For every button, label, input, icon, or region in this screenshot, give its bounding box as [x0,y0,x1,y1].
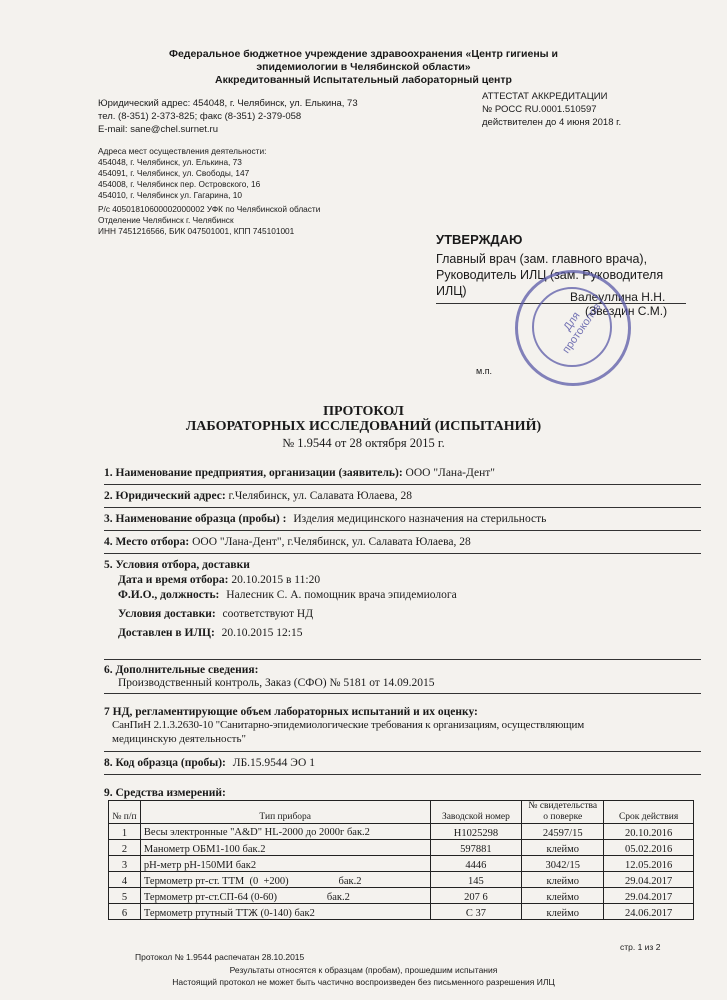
cell-number: 6 [109,904,141,920]
cell-certificate: клеймо [522,840,604,856]
section-3-value: Изделия медицинского назначения на стерильность [293,513,547,525]
sampling-datetime-value: 20.10.2015 в 11:20 [231,574,321,586]
footer-note-2: Настоящий протокол не может быть частично воспроизведен без письменного разрешения ИЛЦ [172,977,555,987]
cell-valid-until: 29.04.2017 [604,872,694,888]
cell-device: Термометр ртутный ТТЖ (0-140) бак2 [140,904,430,920]
cell-valid-until: 12.05.2016 [604,856,694,872]
approve-line-2: Руководитель ИЛЦ (зам. Руководителя [436,268,664,282]
sampling-datetime [118,574,678,586]
section-2 [104,490,701,502]
col-header-valid-until: Срок действия [604,801,694,824]
delivery-conditions-label: Условия доставки: [118,608,216,620]
col-header-device-type: Тип прибора [140,801,430,824]
section-7-label: 7 НД, регламентирующие объем лабораторных испытаний и их оценку: [104,706,478,718]
cell-serial: С 37 [430,904,522,920]
table-row [109,824,694,840]
instruments-table [108,800,694,920]
divider [104,751,701,752]
section-4-label: 4. Место отбора: [104,536,190,548]
section-5 [104,559,701,571]
bank-line-2: Отделение Челябинск г. Челябинск [98,215,234,225]
cell-certificate: 24597/15 [522,824,604,840]
delivered-to-lab-value: 20.10.2015 12:15 [221,627,303,639]
cell-device: Весы электронные "A&D" HL-2000 до 2000г бак.2 [140,824,430,840]
table-row [109,840,694,856]
cell-certificate: клеймо [522,888,604,904]
sampler-person-value: Налесник С. А. помощник врача эпидемиолога [226,589,457,601]
email: E-mail: sane@chel.surnet.ru [98,124,218,135]
approver-name: Валеуллина Н.Н. [570,290,666,304]
section-6 [104,664,701,676]
section-1-value: ООО "Лана-Дент" [405,467,495,479]
cell-number: 2 [109,840,141,856]
accreditation-number: № РОСС RU.0001.510597 [482,104,597,115]
round-stamp [515,270,631,386]
accreditation-title: АТТЕСТАТ АККРЕДИТАЦИИ [482,91,608,102]
cell-serial: 597881 [430,840,522,856]
divider [104,553,701,554]
section-3-label: 3. Наименование образца (пробы) : [104,513,287,525]
protocol-subtitle: ЛАБОРАТОРНЫХ ИССЛЕДОВАНИЙ (ИСПЫТАНИЙ) [185,419,542,434]
cell-device: Термометр рт-ст. ТТМ (0 +200) бак.2 [140,872,430,888]
col-header-certificate: № свидетельства о поверке [522,801,604,824]
delivered-to-lab-label: Доставлен в ИЛЦ: [118,627,215,639]
section-4-value: ООО "Лана-Дент", г.Челябинск, ул. Салавата Юлаева, 28 [192,536,471,548]
activity-title: Адреса мест осуществления деятельности: [98,146,267,156]
section-4 [104,536,701,548]
cell-serial: 4446 [430,856,522,872]
section-8 [104,757,701,769]
phone-fax: тел. (8-351) 2-373-825; факс (8-351) 2-379-058 [98,111,302,122]
cell-serial: 207 6 [430,888,522,904]
protocol-number-date: № 1.9544 от 28 октября 2015 г. [282,436,445,450]
table-row [109,904,694,920]
section-6-label: 6. Дополнительные сведения: [104,664,259,676]
section-1 [104,467,701,479]
section-3 [104,513,701,525]
cell-certificate: клеймо [522,872,604,888]
section-9 [104,787,701,799]
cell-number: 3 [109,856,141,872]
bank-line-3: ИНН 7451216566, БИК 047501001, КПП 745101001 [98,226,295,236]
cell-number: 4 [109,872,141,888]
section-5-label: 5. Условия отбора, доставки [104,559,250,571]
protocol-title: ПРОТОКОЛ [323,404,404,419]
section-9-label: 9. Средства измерений: [104,787,226,799]
divider [104,530,701,531]
section-7 [104,706,701,718]
section-7-value-line-2: медицинскую деятельность" [112,733,246,745]
col-header-number: № п/п [109,801,141,824]
delivered-to-lab [118,627,678,639]
page-number: стр. 1 из 2 [620,942,661,952]
section-8-label: 8. Код образца (пробы): [104,757,226,769]
cell-valid-until: 24.06.2017 [604,904,694,920]
section-6-value: Производственный контроль, Заказ (СФО) № 5181 от 14.09.2015 [118,677,435,689]
accreditation-valid: действителен до 4 июня 2018 г. [482,117,622,128]
divider [104,774,701,775]
table-header-row [109,801,694,824]
section-8-value: ЛБ.15.9544 ЭО 1 [232,757,315,769]
print-info: Протокол № 1.9544 распечатан 28.10.2015 [135,952,305,962]
sampler-person-label: Ф.И.О., должность: [118,589,220,601]
cell-valid-until: 29.04.2017 [604,888,694,904]
activity-address-4: 454010, г. Челябинск ул. Гагарина, 10 [98,190,242,200]
section-2-label: 2. Юридический адрес: [104,490,226,502]
section-7-value-line-1: СанПиН 2.1.3.2630-10 "Санитарно-эпидемиологические требования к организациям, осуществляющим [112,719,585,731]
approve-title: УТВЕРЖДАЮ [436,232,523,247]
table-row [109,872,694,888]
cell-number: 5 [109,888,141,904]
activity-address-2: 454091, г. Челябинск, ул. Свободы, 147 [98,168,250,178]
cell-certificate: клеймо [522,904,604,920]
section-1-label: 1. Наименование предприятия, организации (заявитель): [104,467,403,479]
approve-line-1: Главный врач (зам. главного врача), [436,252,648,266]
cell-number: 1 [109,824,141,840]
cell-device: рН-метр рН-150МИ бак2 [140,856,430,872]
cell-valid-until: 20.10.2016 [604,824,694,840]
cell-serial: Н1025298 [430,824,522,840]
delivery-conditions [118,608,678,620]
org-name-line2: эпидемиологии в Челябинской области» [256,61,471,73]
approve-line-3: ИЛЦ) [436,284,467,298]
stamp-text: Для протоколов [560,301,604,356]
section-2-value: г.Челябинск, ул. Салавата Юлаева, 28 [228,490,412,502]
cell-device: Манометр ОБМ1-100 бак.2 [140,840,430,856]
cell-certificate: 3042/15 [522,856,604,872]
cell-valid-until: 05.02.2016 [604,840,694,856]
divider [104,507,701,508]
footer-note-1: Результаты относятся к образцам (пробам), прошедшим испытания [229,965,498,975]
col-header-serial: Заводской номер [430,801,522,824]
activity-address-1: 454048, г. Челябинск, ул. Елькина, 73 [98,157,242,167]
delivery-conditions-value: соответствуют НД [222,608,314,620]
table-row [109,888,694,904]
table-row [109,856,694,872]
cell-device: Термометр рт-ст.СП-64 (0-60) бак.2 [140,888,430,904]
org-name-line3: Аккредитованный Испытательный лабораторный центр [215,74,512,86]
approver-deputy-name: (Звездин С.М.) [585,304,668,318]
divider [104,693,701,694]
sampler-person [118,589,678,601]
sampling-datetime-label: Дата и время отбора: [118,574,229,586]
legal-address: Юридический адрес: 454048, г. Челябинск, ул. Елькина, 73 [98,98,358,109]
divider [104,484,701,485]
cell-serial: 145 [430,872,522,888]
activity-address-3: 454008, г. Челябинск пер. Островского, 16 [98,179,261,189]
bank-line-1: Р/с 40501810600002000002 УФК по Челябинской области [98,204,321,214]
divider [104,659,701,660]
stamp-place-mark: м.п. [476,366,493,376]
org-name-line1: Федеральное бюджетное учреждение здравоохранения «Центр гигиены и [169,48,558,60]
